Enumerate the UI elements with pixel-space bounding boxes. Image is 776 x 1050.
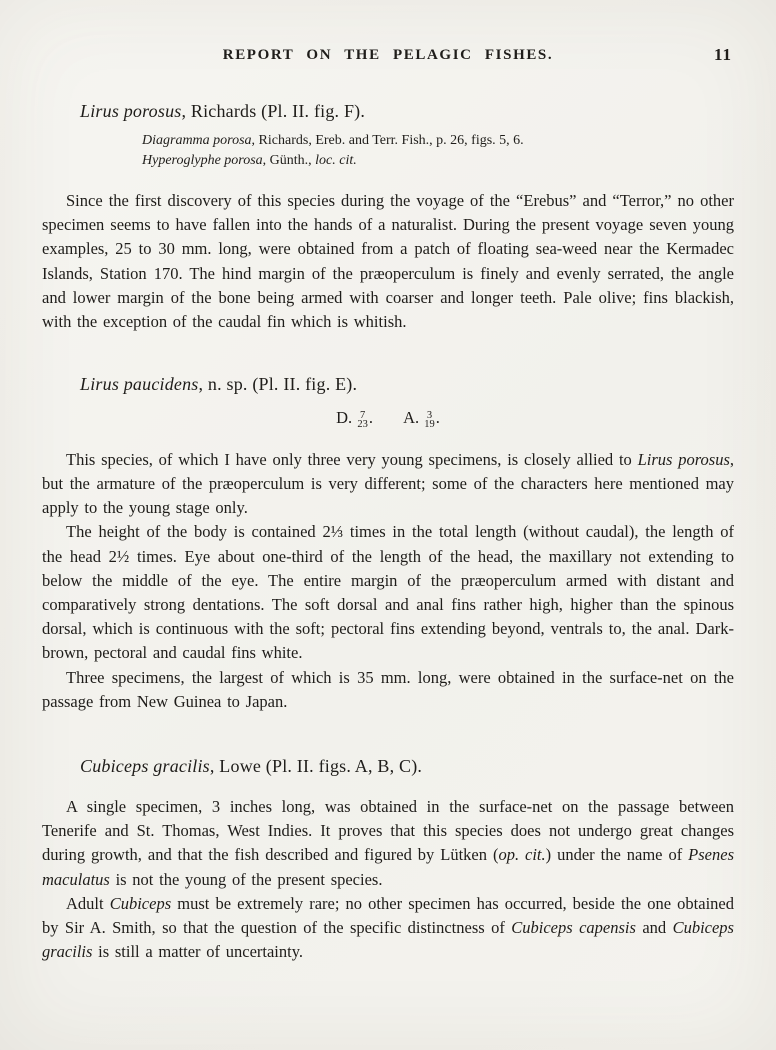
anal-fin-formula: A. 3 19 . [403, 408, 440, 431]
body-paragraph: Three specimens, the largest of which is 35 mm. long, were obtained in the surface-net on the passage from New Guinea to Japan. [42, 667, 734, 711]
synonymy-list [142, 131, 734, 171]
page-number: 11 [713, 45, 732, 64]
dorsal-fraction: 7 23 [357, 409, 368, 431]
body-paragraph: This species, of which I have only three very young specimens, is closely allied to Lirus porosus, but the armature of the præoperculum is very different; some of the characters here mentioned may apply to the young stage only. [42, 449, 734, 518]
page-header [0, 0, 776, 69]
synonymy-entry: Diagramma porosa, Richards, Ereb. and Terr. Fish., p. 26, figs. 5, 6. [142, 133, 524, 148]
species-heading-cubiceps-gracilis: Cubiceps gracilis, Lowe (Pl. II. figs. A, B, C). [80, 755, 423, 776]
body-paragraph: Since the first discovery of this species during the voyage of the “Erebus” and “Terror,” no other specimen seems to have fallen into the hands of a naturalist. During the present voyage seven young examples, 25 to 30 mm. long, were obtained from a patch of floating sea-weed near the Kermadec Islands, Station 170. The hind margin of the præoperculum is finely and evenly serrated, the angle and lower margin of the bone being armed with coarser and longer teeth. Pale olive; fins blackish, with the exception of the caudal fin which is whitish. [42, 191, 734, 332]
running-title: REPORT ON THE PELAGIC FISHES. [222, 47, 554, 63]
section-lirus-paucidens [42, 374, 734, 714]
dorsal-label: D. [336, 408, 357, 428]
body-paragraph: The height of the body is contained 2⅓ times in the total length (without caudal), the length of the head 2½ times. Eye about one-third of the length of the head, the maxillary not extending to below the middle of the eye. The entire margin of the præoperculum armed with distant and comparatively strong dentations. The soft dorsal and anal fins rather high, higher than the spinous dorsal, which is continuous with the soft; pectoral fins extending beyond, ventrals to, the anal. Dark-brown, pectoral and caudal fins white. [42, 522, 734, 663]
species-heading-lirus-paucidens: Lirus paucidens, n. sp. (Pl. II. fig. E). [80, 374, 358, 395]
synonymy-entry: Hyperoglyphe porosa, Günth., loc. cit. [142, 153, 357, 168]
species-heading-lirus-porosus: Lirus porosus, Richards (Pl. II. fig. F). [80, 101, 366, 121]
fin-ray-formula [42, 408, 734, 430]
body-paragraph: A single specimen, 3 inches long, was obtained in the surface-net on the passage between Tenerife and St. Thomas, West Indies. It proves that this species does not undergo great changes during growth, and that the fish described and figured by Lütken (op. cit.) under the name of Psenes maculatus is not the young of the present species. [42, 796, 734, 889]
body-paragraph: Adult Cubiceps must be extremely rare; no other specimen has occurred, beside the one obtained by Sir A. Smith, so that the question of the specific distinctness of Cubiceps capensis and Cubiceps gracilis is still a matter of uncertainty. [42, 893, 734, 962]
section-lirus-porosus [42, 101, 734, 334]
dorsal-fin-formula: D. 7 23 . [336, 408, 373, 431]
anal-fraction: 3 19 [424, 409, 435, 431]
page-content [42, 101, 734, 964]
anal-label: A. [403, 408, 424, 428]
section-cubiceps-gracilis [42, 756, 734, 964]
